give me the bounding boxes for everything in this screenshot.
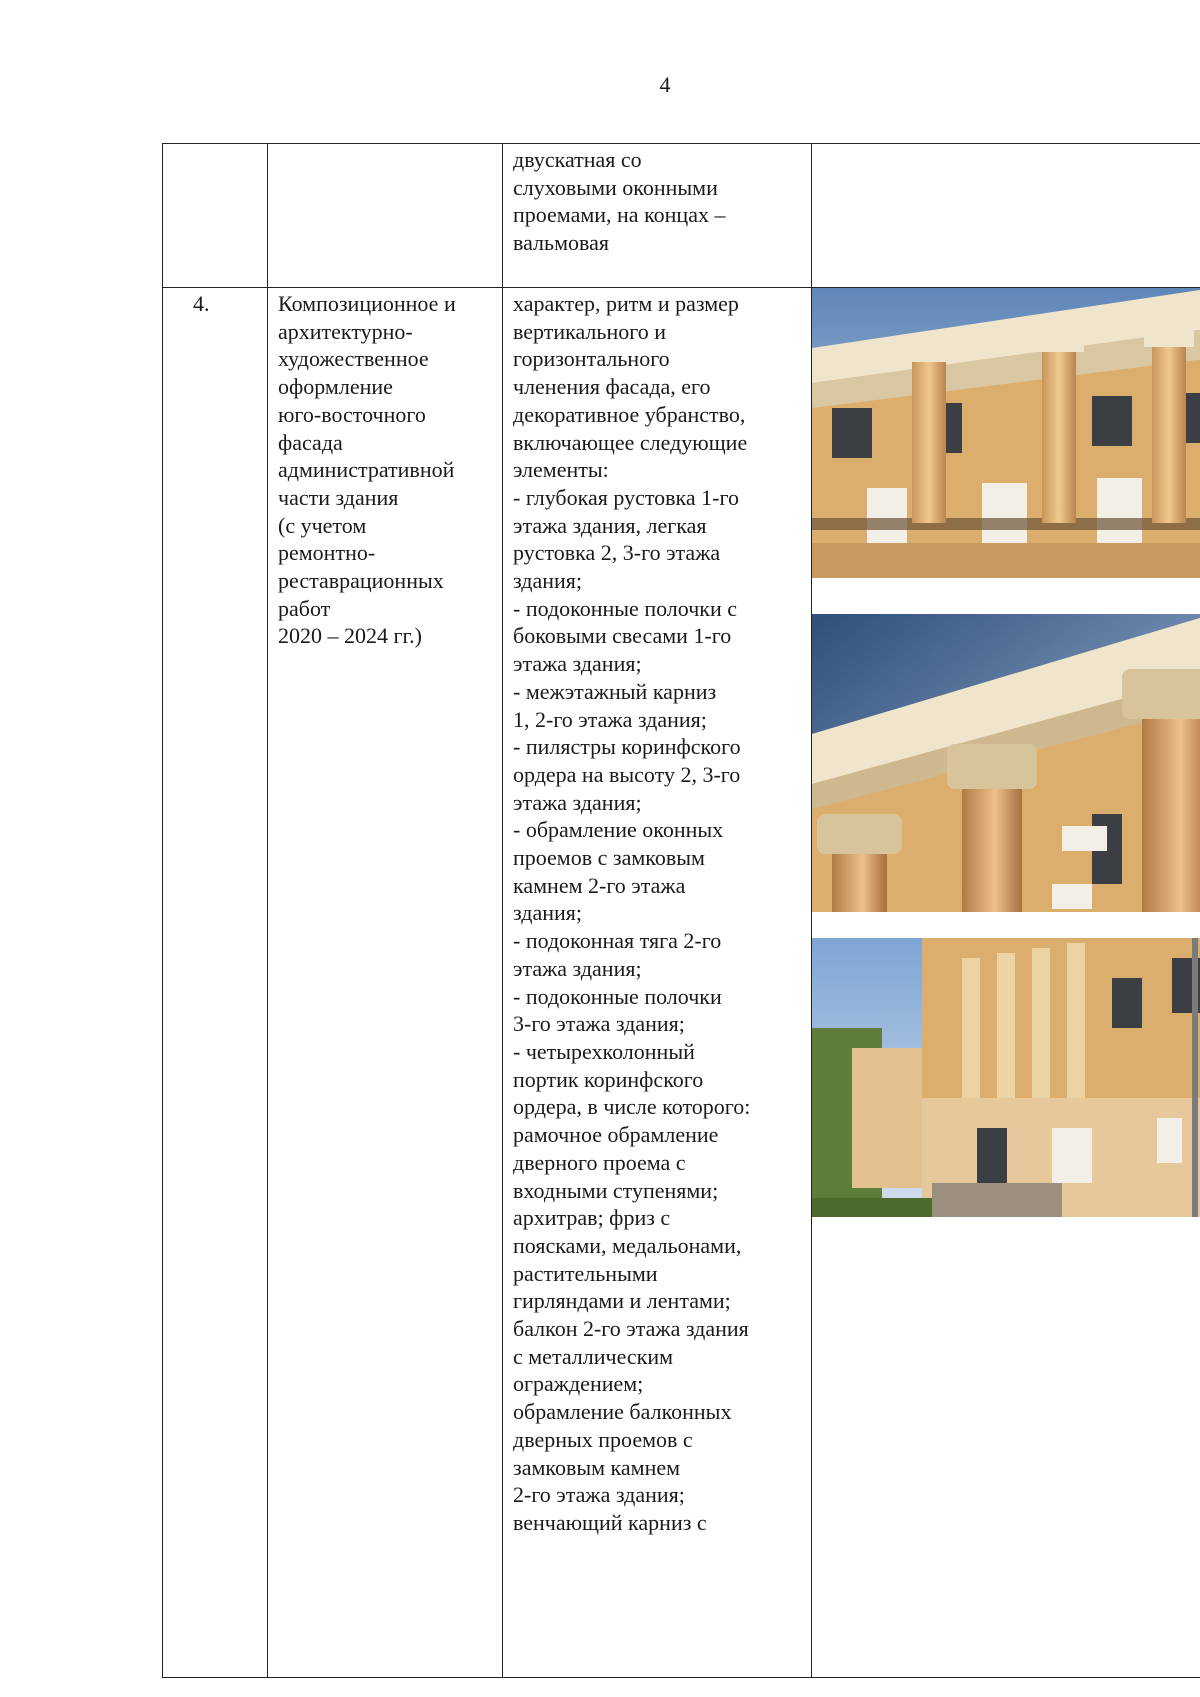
text-line: оформление [278,374,393,400]
text-line: художественное [278,346,429,372]
text-line: ордера на высоту 2, 3-го [513,761,741,787]
text-line: Композиционное и [278,291,456,316]
text-line: этажа здания, легкая [513,512,707,538]
text-line: проемами, на концах – [513,202,726,228]
text-line: (с учетом [278,512,367,538]
text-line: здания; [513,900,583,926]
text-line: ограждением; [513,1371,644,1397]
facade-photo-upper-storeys [812,288,1200,578]
text-line: - глубокая рустовка 1-го [513,484,739,510]
table-row [163,144,1200,288]
text-line: обрамление балконных [513,1399,732,1425]
text-line: камнем 2-го этажа [513,872,686,898]
text-line: проемов с замковым [513,845,705,871]
subject-text [278,290,492,650]
text-line: фасада [278,429,343,455]
cell-subject [268,288,503,1678]
table-row [163,288,1200,1678]
text-line: слуховыми оконными [513,174,718,200]
text-line: юго-восточного [278,401,426,427]
text-line: входными ступенями; [513,1177,719,1203]
text-line: включающее следующие [513,429,748,455]
text-line: 3-го этажа здания; [513,1011,685,1037]
text-line: - пилястры коринфского [513,734,741,760]
cell-photos [812,288,1200,1678]
text-line: рустовка 2, 3-го этажа [513,540,721,566]
text-line: дверных проемов с [513,1426,693,1452]
text-line: - обрамление оконных [513,817,724,843]
text-line: 1, 2-го этажа здания; [513,706,707,732]
photo-gap [812,578,1200,614]
description-text [513,290,801,1537]
text-line: - подоконные полочки [513,983,722,1009]
text-line: декоративное убранство, [513,401,746,427]
text-line: ордера, в числе которого: [513,1094,751,1120]
text-line: элементы: [513,457,609,483]
text-line: - четырехколонный [513,1038,695,1064]
cell-photo-empty [812,144,1200,288]
text-line: вертикального и [513,318,666,344]
text-line: здания; [513,568,583,594]
text-line: портик коринфского [513,1066,704,1092]
text-line: реставрационных [278,568,444,594]
text-line: ремонтно- [278,540,376,566]
text-line: венчающий карниз с [513,1509,707,1535]
monument-register-table [162,143,1200,1678]
text-line: работ [278,595,331,621]
text-line: 2020 – 2024 гг.) [278,623,422,649]
text-line: вальмовая [513,230,609,256]
text-line: рамочное обрамление [513,1122,719,1148]
text-line: горизонтального [513,346,670,372]
text-line: характер, ритм и размер [513,291,739,316]
text-line: архитектурно- [278,318,413,344]
text-line: административной [278,457,455,483]
text-line: 2-го этажа здания; [513,1482,685,1508]
text-line: членения фасада, его [513,374,711,400]
text-line: замковым камнем [513,1454,681,1480]
text-line: с металлическим [513,1343,674,1369]
facade-photo-corinthian-capitals [812,614,1200,912]
text-line: растительными [513,1260,658,1286]
row-number: 4. [163,288,268,1678]
text-line: гирляндами и лентами; [513,1288,731,1314]
text-line: дверного проема с [513,1149,686,1175]
cell-description [503,288,812,1678]
text-line: боковыми свесами 1-го [513,623,732,649]
description-text [513,146,801,257]
facade-photo-portico-entrance [812,938,1200,1217]
text-line: балкон 2-го этажа здания [513,1316,749,1342]
cell-subject-empty [268,144,503,288]
text-line: архитрав; фриз с [513,1205,671,1231]
text-line: - подоконные полочки с [513,595,738,621]
text-line: этажа здания; [513,955,642,981]
cell-number-empty [163,144,268,288]
text-line: двускатная со [513,147,642,172]
photo-gap [812,912,1200,938]
text-line: - подоконная тяга 2-го [513,928,722,954]
text-line: - межэтажный карниз [513,678,717,704]
text-line: этажа здания; [513,789,642,815]
text-line: этажа здания; [513,651,642,677]
text-line: поясками, медальонами, [513,1232,742,1258]
cell-description [503,144,812,288]
page-number: 4 [659,72,671,97]
text-line: части здания [278,484,399,510]
